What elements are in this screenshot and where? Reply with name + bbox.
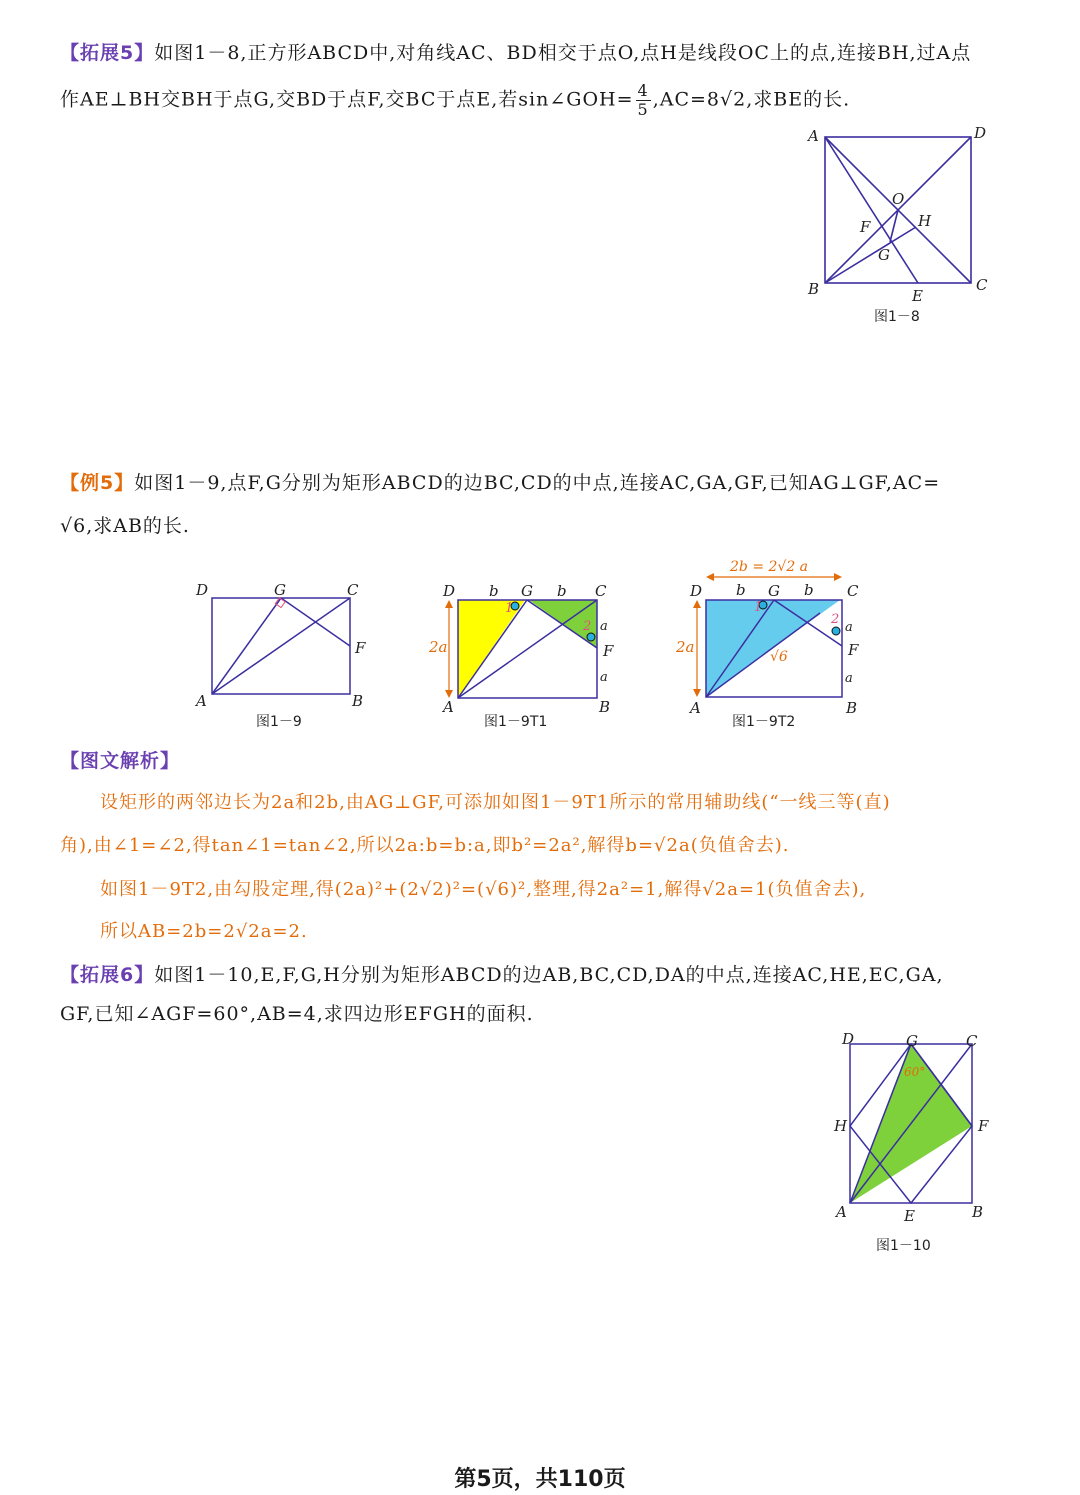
ex5-tag: 【例5】: [60, 472, 135, 494]
label-b-1: b: [489, 582, 499, 600]
label-d: D: [690, 582, 703, 600]
label-b-2: b: [804, 581, 814, 599]
ext5-tag: 【拓展5】: [60, 42, 155, 64]
label-d: D: [842, 1030, 855, 1048]
label-e: E: [912, 287, 923, 305]
figure-1-8: [800, 120, 1000, 310]
label-a-1: a: [845, 620, 853, 635]
segment-ae: [825, 137, 918, 283]
label-b: B: [352, 692, 364, 710]
label-d: D: [974, 124, 987, 142]
label-f: F: [603, 642, 614, 660]
ext5-line2a: 作AE⊥BH交BH于点G,交BD于点F,交BC于点E,若sin∠GOH=: [60, 88, 634, 111]
page-footer: 第5页，共110页: [454, 1467, 626, 1492]
angle-2: 2: [583, 619, 592, 634]
label-o: O: [892, 190, 905, 208]
label-e: E: [904, 1207, 915, 1225]
label-b: B: [972, 1203, 984, 1221]
ext6-line1: 如图1－10,E,F,G,H分别为矩形ABCD的边AB,BC,CD,DA的中点,连接AC,HE,EC,GA,: [154, 964, 944, 986]
segment-bh: [825, 227, 916, 283]
label-g: G: [878, 246, 890, 264]
label-2a: 2a: [676, 638, 695, 656]
angle-1: 1: [754, 600, 763, 615]
fraction-denominator: 5: [637, 100, 649, 119]
analysis-p4: 所以AB=2b=2√2a=2.: [100, 921, 308, 942]
figure-1-9: [190, 578, 380, 708]
ext5-line2b: ,AC=8√2,求BE的长.: [652, 88, 851, 111]
angle-1: 1: [505, 601, 514, 616]
ex5-text-line1: [60, 468, 940, 495]
label-d: D: [196, 581, 209, 599]
label-b: B: [808, 280, 820, 298]
label-a: A: [196, 692, 207, 710]
label-f: F: [978, 1117, 989, 1135]
label-g: G: [274, 581, 286, 599]
ext5-line1: 如图1－8,正方形ABCD中,对角线AC、BD相交于点O,点H是线段OC上的点,连接BH,过A点: [154, 42, 972, 64]
label-b: B: [846, 699, 858, 717]
ext5-text-line1: [60, 38, 971, 65]
label-a-2: a: [845, 671, 853, 686]
label-c: C: [595, 582, 607, 600]
analysis-tag: 【图文解析】: [60, 750, 181, 772]
label-b-2: b: [557, 582, 567, 600]
label-c: C: [347, 581, 359, 599]
analysis-p1: 设矩形的两邻边长为2a和2b,由AG⊥GF,可添加如图1－9T1所示的常用辅助线(“一线三等(直): [100, 792, 891, 813]
label-a-1: a: [600, 619, 608, 634]
label-c: C: [847, 582, 859, 600]
fraction-numerator: 4: [637, 81, 649, 100]
ext6-line2: GF,已知∠AGF=60°,AB=4,求四边形EFGH的面积.: [60, 1003, 534, 1025]
label-a: A: [836, 1203, 847, 1221]
analysis-p3: 如图1－9T2,由勾股定理,得(2a)²+(2√2)²=(√6)²,整理,得2a²=1,解得√2a=1(负值舍去),: [100, 879, 867, 900]
angle-2: 2: [831, 612, 840, 627]
label-g: G: [768, 582, 780, 600]
ext6-text-line1: [60, 960, 944, 987]
ex5-line1: 如图1－9,点F,G分别为矩形ABCD的边BC,CD的中点,连接AC,GA,GF,已知AG⊥GF,AC=: [134, 472, 941, 494]
figure-1-10: [830, 1030, 1000, 1230]
ext6-tag: 【拓展6】: [60, 964, 155, 986]
label-g: G: [906, 1032, 918, 1050]
analysis-p2: 角),由∠1=∠2,得tan∠1=tan∠2,所以2a:b=b:a,即b²=2a²,解得b=√2a(负值舍去).: [60, 835, 790, 856]
figure-1-8-caption: 图1－8: [874, 309, 920, 325]
label-g: G: [521, 582, 533, 600]
label-h: H: [834, 1117, 848, 1135]
label-top-dimension: 2b = 2√2 a: [730, 559, 809, 575]
figure-1-9T2: [670, 555, 870, 717]
label-a: A: [808, 127, 819, 145]
figure-1-9-caption: 图1－9: [256, 714, 302, 730]
figure-1-9T2-caption: 图1－9T2: [732, 714, 796, 730]
figure-1-9T1-caption: 图1－9T1: [484, 714, 548, 730]
figure-1-10-caption: 图1－10: [876, 1238, 931, 1254]
label-f: F: [848, 641, 859, 659]
label-f: F: [860, 218, 871, 236]
label-b-1: b: [736, 581, 746, 599]
label-b: B: [599, 698, 611, 716]
label-a: A: [690, 699, 701, 717]
angle-60-label: 60°: [904, 1065, 926, 1079]
label-2a: 2a: [429, 638, 448, 656]
ex5-line2: √6,求AB的长.: [60, 515, 190, 537]
label-c: C: [966, 1032, 978, 1050]
label-f: F: [355, 639, 366, 657]
label-d: D: [443, 582, 456, 600]
ext5-fraction: [636, 82, 651, 119]
label-sqrt6: √6: [770, 649, 788, 665]
label-a: A: [443, 698, 454, 716]
figure-1-9T1: [425, 578, 625, 716]
ext5-text-line2: [60, 82, 850, 119]
label-h: H: [918, 212, 932, 230]
label-a-2: a: [600, 670, 608, 685]
label-c: C: [976, 276, 988, 294]
